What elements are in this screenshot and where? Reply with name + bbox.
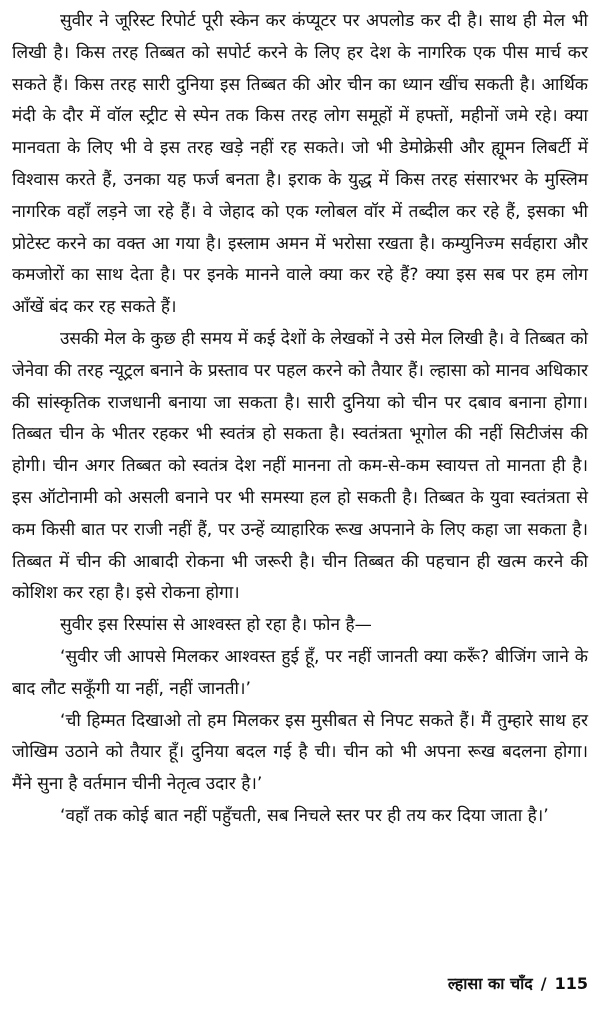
dialogue-3: ‘वहाँ तक कोई बात नहीं पहुँचती, सब निचले स्तर पर ही तय कर दिया जाता है।’ (60, 805, 549, 826)
paragraph-2: उसकी मेल के कुछ ही समय में कई देशों के लेखकों ने उसे मेल लिखी है। वे तिब्बत को जेनेवा की तरह न्यूट्रल बनाने के प्रस्ताव पर पहल करने को तैयार हैं। ल्हासा को मानव अधिकार की सांस्कृतिक राजधानी बनाया जा सकता है। सारी दुनिया को चीन पर दबाव बनाना होगा। तिब्बत चीन के भीतर रहकर भी स्वतंत्र हो सकता है। स्वतंत्रता भूगोल की नहीं सिटीजंस की होगी। चीन अगर तिब्बत को स्वतंत्र देश नहीं मानना तो कम-से-कम स्वायत्त तो मानता ही है। इस ऑटोनामी को असली बनाने पर भी समस्या हल हो सकती है। तिब्बत के युवा स्वतंत्रता से कम किसी बात पर राजी नहीं हैं, पर उन्हें व्याहारिक रूख अपनाने के लिए कहा जा सकता है। तिब्बत में चीन की आबादी रोकना भी जरूरी है। चीन तिब्बत की पहचान ही खत्म करने की कोशिश कर रहा है। इसे रोकना होगा। (12, 328, 588, 604)
page-body-text (12, 6, 588, 833)
running-title: ल्हासा का चाँद (447, 974, 533, 993)
dialogue-1: ‘सुवीर जी आपसे मिलकर आश्वस्त हुई हूँ, पर नहीं जानती क्या करूँ? बीजिंग जाने के बाद लौट सकूँगी या नहीं, नहीं जानती।’ (12, 646, 588, 699)
page-footer (448, 972, 588, 994)
dialogue-2: ‘ची हिम्मत दिखाओ तो हम मिलकर इस मुसीबत से निपट सकते हैं। मैं तुम्हारे साथ हर जोखिम उठाने को तैयार हूँ। दुनिया बदल गई है ची। चीन को भी अपना रूख बदलना होगा। मैंने सुना है वर्तमान चीनी नेतृत्व उदार है।’ (12, 710, 588, 795)
page-number: 115 (554, 974, 588, 993)
footer-separator: / (540, 974, 547, 993)
paragraph-1: सुवीर ने जूरिस्ट रिपोर्ट पूरी स्केन कर कंप्यूटर पर अपलोड कर दी है। साथ ही मेल भी लिखी है। किस तरह तिब्बत को सपोर्ट करने के लिए हर देश के नागरिक एक पीस मार्च कर सकते हैं। किस तरह सारी दुनिया इस तिब्बत की ओर चीन का ध्यान खींच सकती है। आर्थिक मंदी के दौर में वॉल स्ट्रीट से स्पेन तक किस तरह लोग समूहों में हफ्तों, महीनों जमे रहे। क्या मानवता के लिए भी वे इस तरह खड़े नहीं रह सकते। जो भी डेमोक्रेसी और ह्यूमन लिबर्टी में विश्वास करते हैं, उनका यह फर्ज बनता है। इराक के युद्ध में किस तरह संसारभर के मुस्लिम नागरिक वहाँ लड़ने जा रहे हैं। वे जेहाद को एक ग्लोबल वॉर में तब्दील कर रहे हैं, इसका भी प्रोटेस्ट करने का वक्त आ गया है। इस्लाम अमन में भरोसा रखता है। कम्युनिज्म सर्वहारा और कमजोरों का साथ देता है। पर इनके मानने वाले क्या कर रहे हैं? क्या इस सब पर हम लोग आँखें बंद कर रह सकते हैं। (12, 11, 588, 318)
paragraph-3: सुवीर इस रिस्पांस से आश्वस्त हो रहा है। फोन है— (60, 615, 372, 636)
